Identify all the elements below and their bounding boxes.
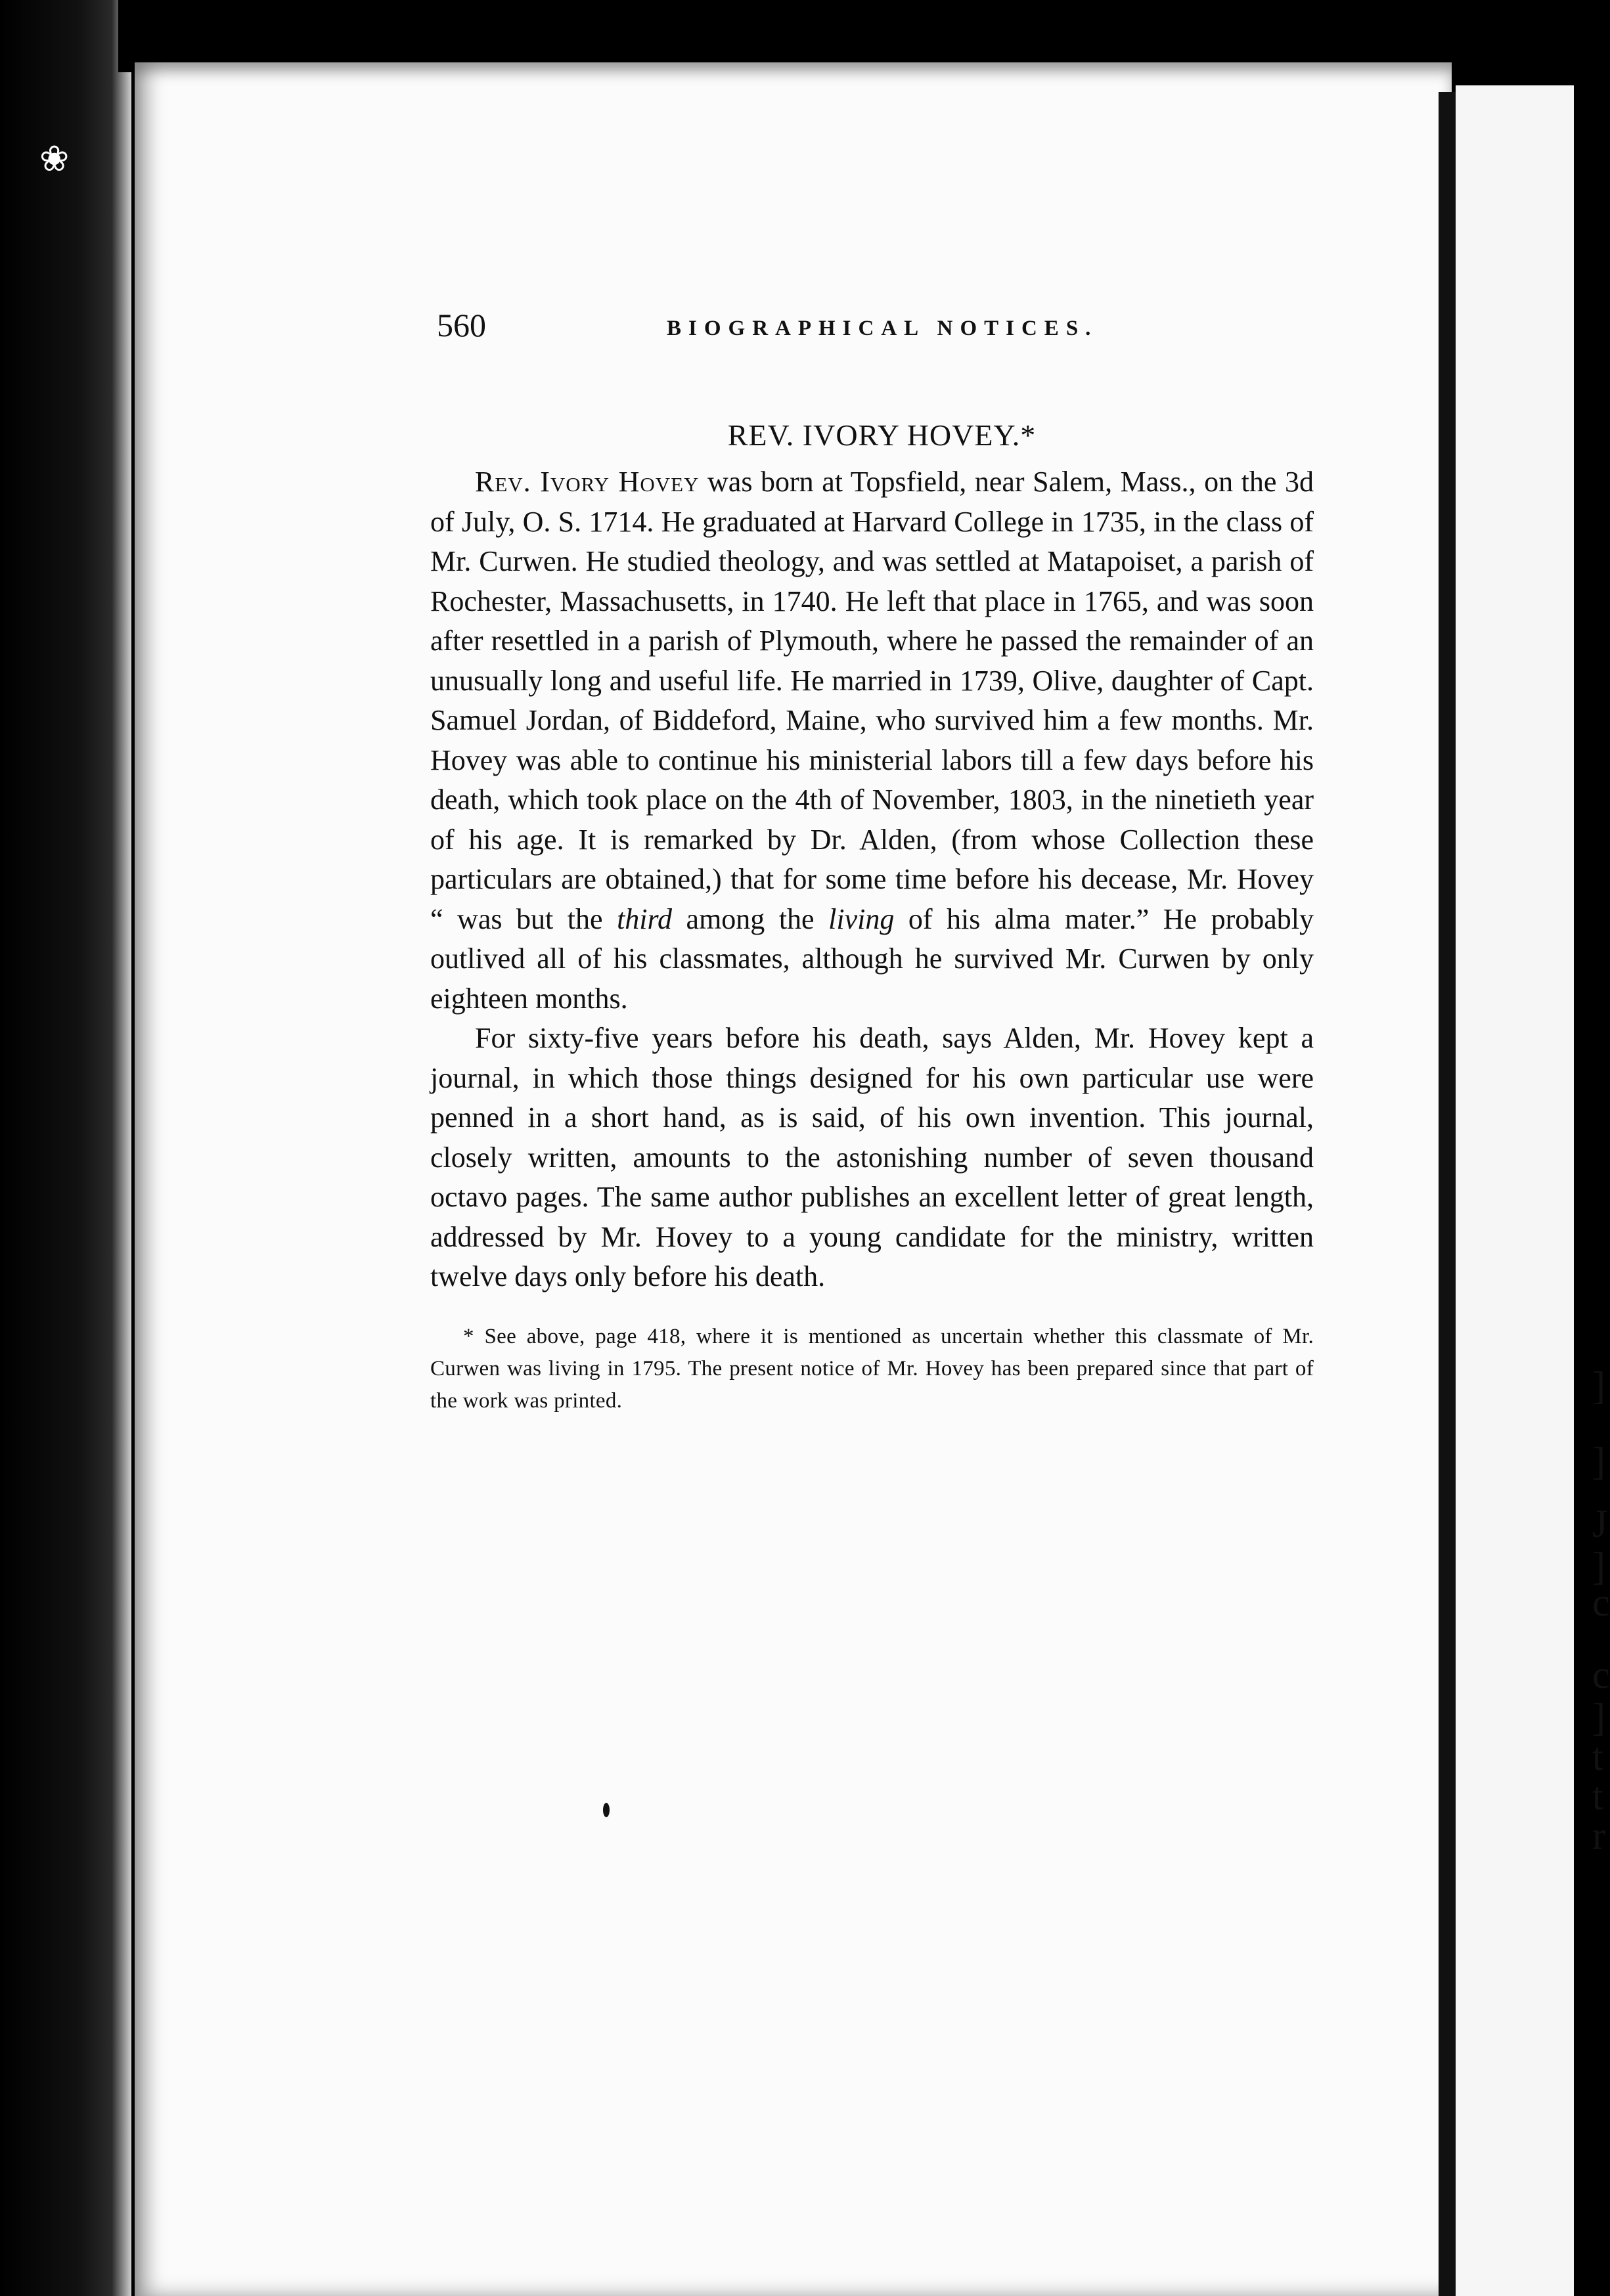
page-text-block — [430, 309, 1314, 1417]
italic-word: third — [617, 902, 673, 935]
adjacent-page-letter: ] — [1592, 1696, 1605, 1739]
paragraph-text: was born at Topsfield, near Salem, Mass., on the 3d of July, O. S. 1714. He graduated at Harvard College in 1735, in the class of Mr. Curwen. He studied theology, and was settled at Matapoiset, a parish of Rochester, Massachusetts, in 1740. He left that place in 1765, and was soon after resettled in a parish of Plymouth, where he passed the remainder of an unusually long and useful life. He married in 1739, Olive, daughter of Capt. Samuel Jordan, of Biddeford, Maine, who survived him a few months. Mr. Hovey was able to continue his ministerial labors till a few days before his death, which took place on the 4th of November, 1803, in the ninetieth year of his age. It is remarked by Dr. Alden, (from whose Collection these particulars are obtained,) that for some time before his decease, Mr. Hovey “ was but the — [430, 466, 1314, 935]
left-binding-edge — [0, 0, 131, 2296]
paragraph-text: of his alma mater.” He probably outlived all of his classmates, although he survived Mr. Curwen by only eighteen months. — [430, 902, 1314, 1015]
body-paragraph — [430, 1019, 1314, 1297]
adjacent-page-letter: c — [1592, 1581, 1610, 1624]
top-scan-border — [118, 0, 1607, 72]
footnote-text: * See above, page 418, where it is mentioned as uncertain whether this classmate of Mr. Curwen was living in 1795. The present notice of Mr. Hovey has been prepared since that part of the work was printed. — [430, 1324, 1314, 1413]
page-header — [430, 309, 1314, 348]
paragraph-text: among the — [672, 902, 829, 935]
article-title: REV. IVORY HOVEY.* — [727, 418, 1037, 452]
adjacent-page-letter: ] — [1592, 1440, 1605, 1483]
page-number: 560 — [437, 307, 486, 343]
body-paragraph — [430, 462, 1314, 1019]
edge-ornament-mark: ❀ — [39, 138, 70, 179]
adjacent-page-letter: t — [1592, 1735, 1603, 1778]
adjacent-page-letter: ] — [1592, 1364, 1605, 1407]
italic-word: living — [828, 902, 895, 935]
ink-speck — [603, 1803, 610, 1817]
subject-name: Rev. Ivory Hovey — [475, 466, 700, 498]
paragraph-text: For sixty-five years before his death, says Alden, Mr. Hovey kept a journal, in which those things designed for his own particular use were penned in a short hand, as is said, of his own invention. This journal, closely written, amounts to the astonishing number of seven thousand octavo pages. The same author publishes an excellent letter of great length, addressed by Mr. Hovey to a young candidate for the ministry, written twelve days only before his death. — [430, 1022, 1314, 1292]
running-head: BIOGRAPHICAL NOTICES. — [667, 317, 1098, 340]
adjacent-page-letter: J — [1592, 1502, 1608, 1545]
adjacent-page-letter: c — [1592, 1653, 1610, 1696]
right-scan-border — [1574, 0, 1607, 2296]
footnote — [430, 1321, 1314, 1417]
adjacent-page-letter: ] — [1592, 1545, 1605, 1588]
adjacent-page-letter: r — [1592, 1814, 1605, 1857]
adjacent-page-sliver — [1456, 85, 1574, 2296]
adjacent-page-letter: t — [1592, 1775, 1603, 1818]
page-gutter — [1439, 92, 1456, 2296]
